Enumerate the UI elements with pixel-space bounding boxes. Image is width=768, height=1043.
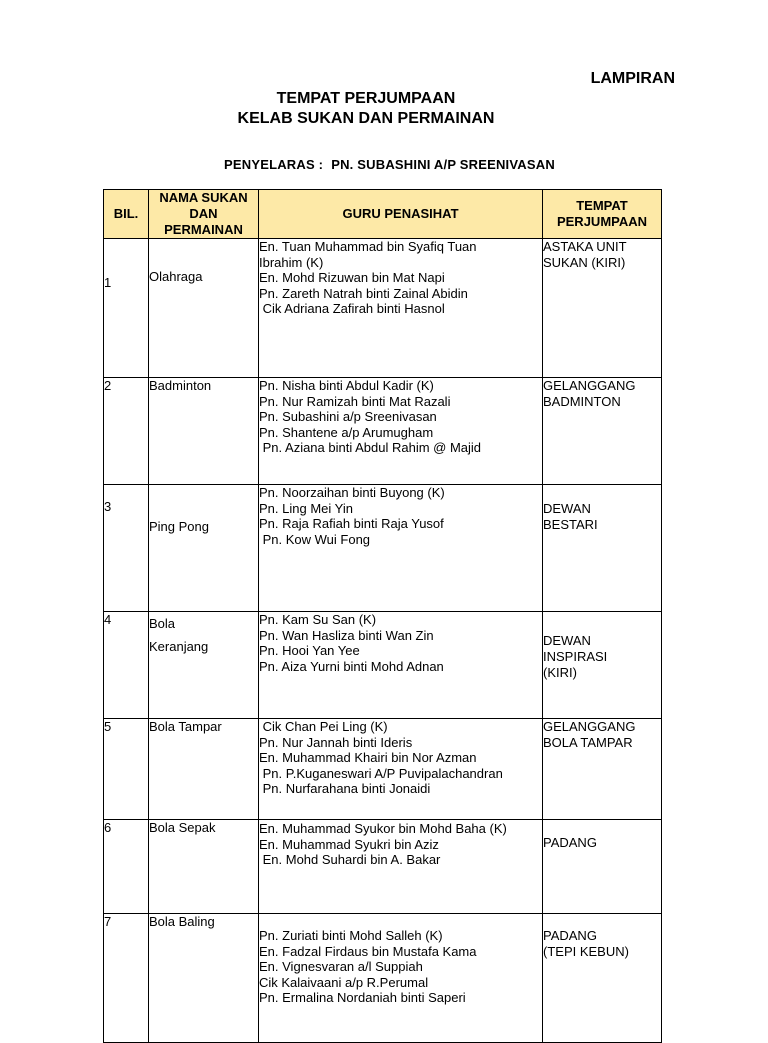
teacher-name: Cik Chan Pei Ling (K) [259,719,388,734]
teacher-name: En. Mohd Suhardi bin A. Bakar [259,852,441,867]
advisor-teachers [259,914,543,1043]
teacher-name: Pn. Subashini a/p Sreenivasan [259,409,437,424]
teacher-name: En. Muhammad Khairi bin Nor Azman [259,750,477,765]
meeting-place [543,820,662,914]
row-number: 3 [104,485,149,612]
teacher-name: Pn. Noorzaihan binti Buyong (K) [259,485,445,500]
teacher-name: En. Mohd Rizuwan bin Mat Napi [259,270,445,285]
place-line: DEWAN [543,501,591,516]
advisor-teachers [259,378,543,485]
teacher-name: Pn. P.Kuganeswari A/P Puvipalachandran [259,765,503,781]
teacher-name: Pn. Kam Su San (K) [259,612,377,627]
teacher-name: Pn. Kow Wui Fong [259,531,371,547]
sport-name: Ping Pong [149,485,259,612]
teacher-name: Ibrahim (K) [259,254,324,270]
sport-name-line: Keranjang [149,639,209,654]
row-number: 5 [104,719,149,820]
place-line: GELANGGANG [543,719,636,734]
coordinator-label: PENYELARAS : [224,157,324,172]
teacher-name: Pn. Shantene a/p Arumugham [259,424,434,440]
table-row [104,485,662,612]
teacher-name: Pn. Nisha binti Abdul Kadir (K) [259,378,434,393]
advisor-teachers [259,485,543,612]
row-number: 1 [104,239,149,378]
table-row [104,378,662,485]
teacher-name: Pn. Nur Ramizah binti Mat Razali [259,393,451,409]
teacher-name: En. Vignesvaran a/l Suppiah [259,959,423,974]
document-title: TEMPAT PERJUMPAAN [276,90,456,107]
meeting-place [543,719,662,820]
place-line: GELANGGANG [543,378,636,393]
teacher-name: En. Tuan Muhammad bin Syafiq Tuan [259,239,477,254]
teacher-name: Pn. Aiza Yurni binti Mohd Adnan [259,658,444,674]
row-number: 7 [104,914,149,1043]
meeting-place [543,378,662,485]
place-line: INSPIRASI [543,649,608,664]
meeting-place [543,485,662,612]
document-subtitle: KELAB SUKAN DAN PERMAINAN [237,110,495,127]
table-row [104,612,662,719]
coordinator-line [224,157,555,172]
place-line: PADANG [543,835,597,850]
place-line: BESTARI [543,517,598,532]
header-place: TEMPAT PERJUMPAAN [543,190,662,239]
place-line: ASTAKA UNIT [543,239,627,254]
sport-name: Badminton [149,378,259,485]
header-teachers: GURU PENASIHAT [259,190,543,239]
row-number: 6 [104,820,149,914]
teacher-name: Pn. Nurfarahana binti Jonaidi [259,781,431,796]
advisor-teachers [259,612,543,719]
place-line: DEWAN [543,633,591,648]
row-number: 2 [104,378,149,485]
teacher-name: Pn. Ling Mei Yin [259,500,353,516]
sport-name: Olahraga [149,239,259,378]
sport-name: Bola Tampar [149,719,259,820]
place-line: SUKAN (KIRI) [543,255,626,270]
table-row [104,820,662,914]
teacher-name: Pn. Aziana binti Abdul Rahim @ Majid [259,440,482,455]
teacher-name: Pn. Ermalina Nordaniah binti Saperi [259,990,466,1005]
advisor-teachers [259,719,543,820]
teacher-name: Cik Kalaivaani a/p R.Perumal [259,974,429,990]
header-bil: BIL. [104,190,149,239]
table-row [104,719,662,820]
meeting-place [543,612,662,719]
sport-name-line: Bola [149,616,176,631]
sport-name: Bola Sepak [149,820,259,914]
row-number: 4 [104,612,149,719]
appendix-label: LAMPIRAN [590,70,675,87]
sport-name: Bola Baling [149,914,259,1043]
teacher-name: En. Muhammad Syukri bin Aziz [259,836,439,852]
teacher-name: Pn. Zuriati binti Mohd Salleh (K) [259,928,443,943]
table-header-row [104,190,662,239]
teacher-name: Pn. Nur Jannah binti Ideris [259,734,413,750]
place-line: (KIRI) [543,665,577,680]
teacher-name: Pn. Raja Rafiah binti Raja Yusof [259,516,444,531]
teacher-name: Pn. Hooi Yan Yee [259,643,360,658]
teacher-name: En. Muhammad Syukor bin Mohd Baha (K) [259,821,507,836]
club-meeting-table [103,189,662,1043]
place-line: BOLA TAMPAR [543,735,633,750]
coordinator-name: PN. SUBASHINI A/P SREENIVASAN [331,157,555,172]
advisor-teachers [259,820,543,914]
place-line: (TEPI KEBUN) [543,944,629,959]
header-name: NAMA SUKAN DAN PERMAINAN [149,190,259,239]
teacher-name: Cik Adriana Zafirah binti Hasnol [259,301,445,316]
place-line: BADMINTON [543,394,621,409]
advisor-teachers [259,239,543,378]
teacher-name: En. Fadzal Firdaus bin Mustafa Kama [259,943,477,959]
table-row [104,914,662,1043]
teacher-name: Pn. Wan Hasliza binti Wan Zin [259,627,434,643]
sport-name [149,612,259,719]
teacher-name: Pn. Zareth Natrah binti Zainal Abidin [259,285,468,301]
meeting-place [543,914,662,1043]
meeting-place [543,239,662,378]
table-row [104,239,662,378]
place-line: PADANG [543,928,597,943]
